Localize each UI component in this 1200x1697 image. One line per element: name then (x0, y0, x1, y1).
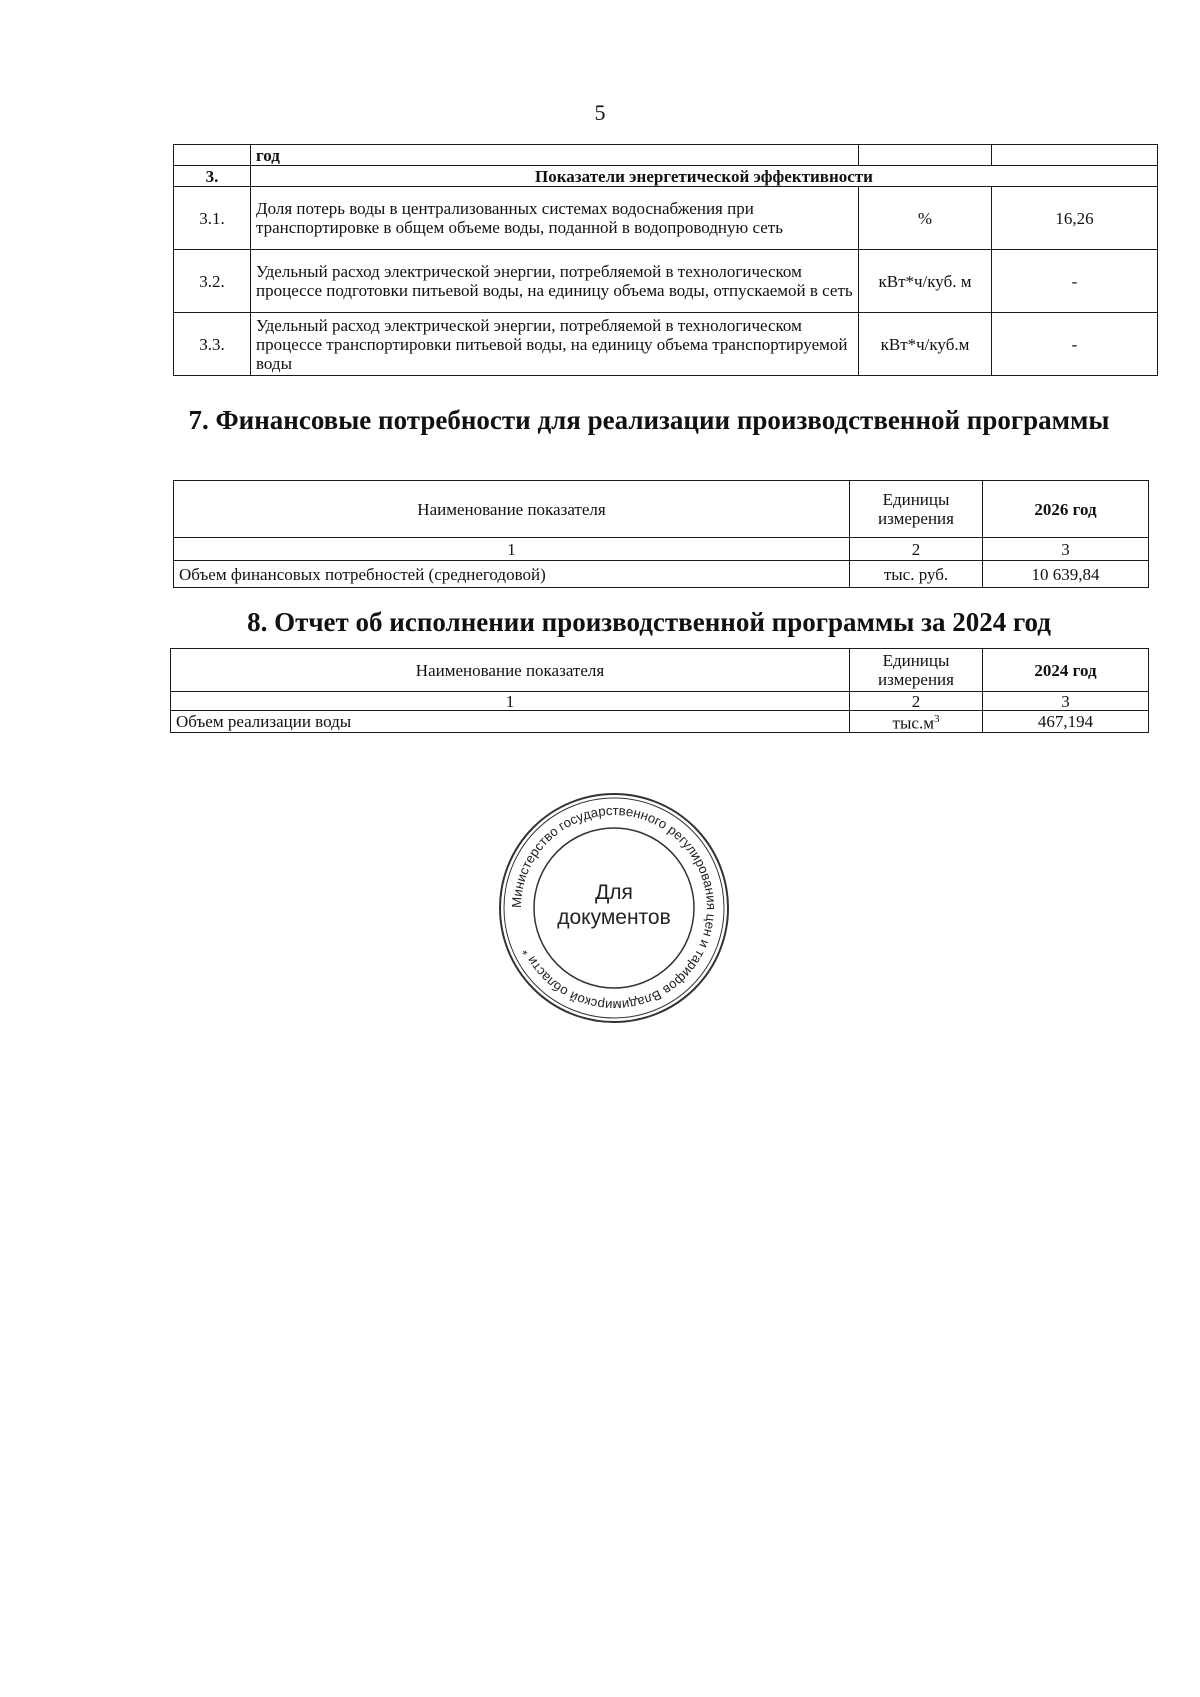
unit-cell: тыс. руб. (850, 561, 983, 588)
header-year: 2024 год (983, 649, 1149, 692)
seal-center-text (496, 880, 732, 930)
header-name: Наименование показателя (174, 481, 850, 538)
table-row (174, 250, 1158, 313)
column-number: 3 (983, 538, 1149, 561)
header-unit: Единицы измерения (850, 649, 983, 692)
value-cell (992, 145, 1158, 166)
table-row (174, 313, 1158, 376)
column-number: 1 (171, 692, 850, 711)
column-number: 2 (850, 538, 983, 561)
header-unit: Единицы измерения (850, 481, 983, 538)
value-cell: - (992, 250, 1158, 313)
section-title: Показатели энергетической эффективности (251, 166, 1158, 187)
column-number-row (174, 538, 1149, 561)
row-number-cell: 3.3. (174, 313, 251, 376)
section-7-title: 7. Финансовые потребности для реализации производственной программы (188, 405, 1110, 435)
section-row (174, 166, 1158, 187)
value-cell: 16,26 (992, 187, 1158, 250)
row-number-cell (174, 145, 251, 166)
table-row (174, 145, 1158, 166)
table-row (174, 561, 1149, 588)
value-cell: - (992, 313, 1158, 376)
indicator-name-cell: Удельный расход электрической энергии, потребляемой в технологическом процессе транспортировки питьевой воды, на единицу объема транспортируемой воды (251, 313, 859, 376)
value-cell: 10 639,84 (983, 561, 1149, 588)
indicator-name-cell: год (251, 145, 859, 166)
row-number-cell: 3.1. (174, 187, 251, 250)
unit-superscript: 3 (933, 713, 940, 725)
row-number-cell: 3.2. (174, 250, 251, 313)
column-number: 2 (850, 692, 983, 711)
indicator-name-cell: Объем реализации воды (171, 711, 850, 733)
column-number: 3 (983, 692, 1149, 711)
unit-cell (859, 145, 992, 166)
unit-cell (850, 711, 983, 733)
unit-cell: кВт*ч/куб. м (859, 250, 992, 313)
table-row (174, 187, 1158, 250)
seal-center-line2: документов (557, 906, 671, 929)
unit-cell: % (859, 187, 992, 250)
section-8-title: 8. Отчет об исполнении производственной программы за 2024 год (247, 607, 1051, 637)
header-name: Наименование показателя (171, 649, 850, 692)
column-number: 1 (174, 538, 850, 561)
indicator-name-cell: Удельный расход электрической энергии, потребляемой в технологическом процессе подготовки питьевой воды, на единицу объема воды, отпускаемой в сеть (251, 250, 859, 313)
indicator-name-cell: Доля потерь воды в централизованных системах водоснабжения при транспортировке в общем объеме воды, поданной в водопроводную сеть (251, 187, 859, 250)
seal-ring-text: Министерство государственного регулирования цен и тарифов Владимирской области * (508, 802, 720, 1014)
unit-base: тыс.м (892, 713, 934, 733)
execution-report-table (170, 648, 1149, 733)
table-row (171, 711, 1149, 733)
page-number: 5 (594, 100, 606, 125)
value-cell: 467,194 (983, 711, 1149, 733)
financial-needs-table (173, 480, 1149, 588)
table-header-row (171, 649, 1149, 692)
indicator-name-cell: Объем финансовых потребностей (среднегодовой) (174, 561, 850, 588)
section-number: 3. (174, 166, 251, 187)
header-year: 2026 год (983, 481, 1149, 538)
indicators-table (173, 144, 1158, 376)
seal-center-line1: Для (595, 881, 633, 904)
table-header-row (174, 481, 1149, 538)
column-number-row (171, 692, 1149, 711)
unit-cell: кВт*ч/куб.м (859, 313, 992, 376)
